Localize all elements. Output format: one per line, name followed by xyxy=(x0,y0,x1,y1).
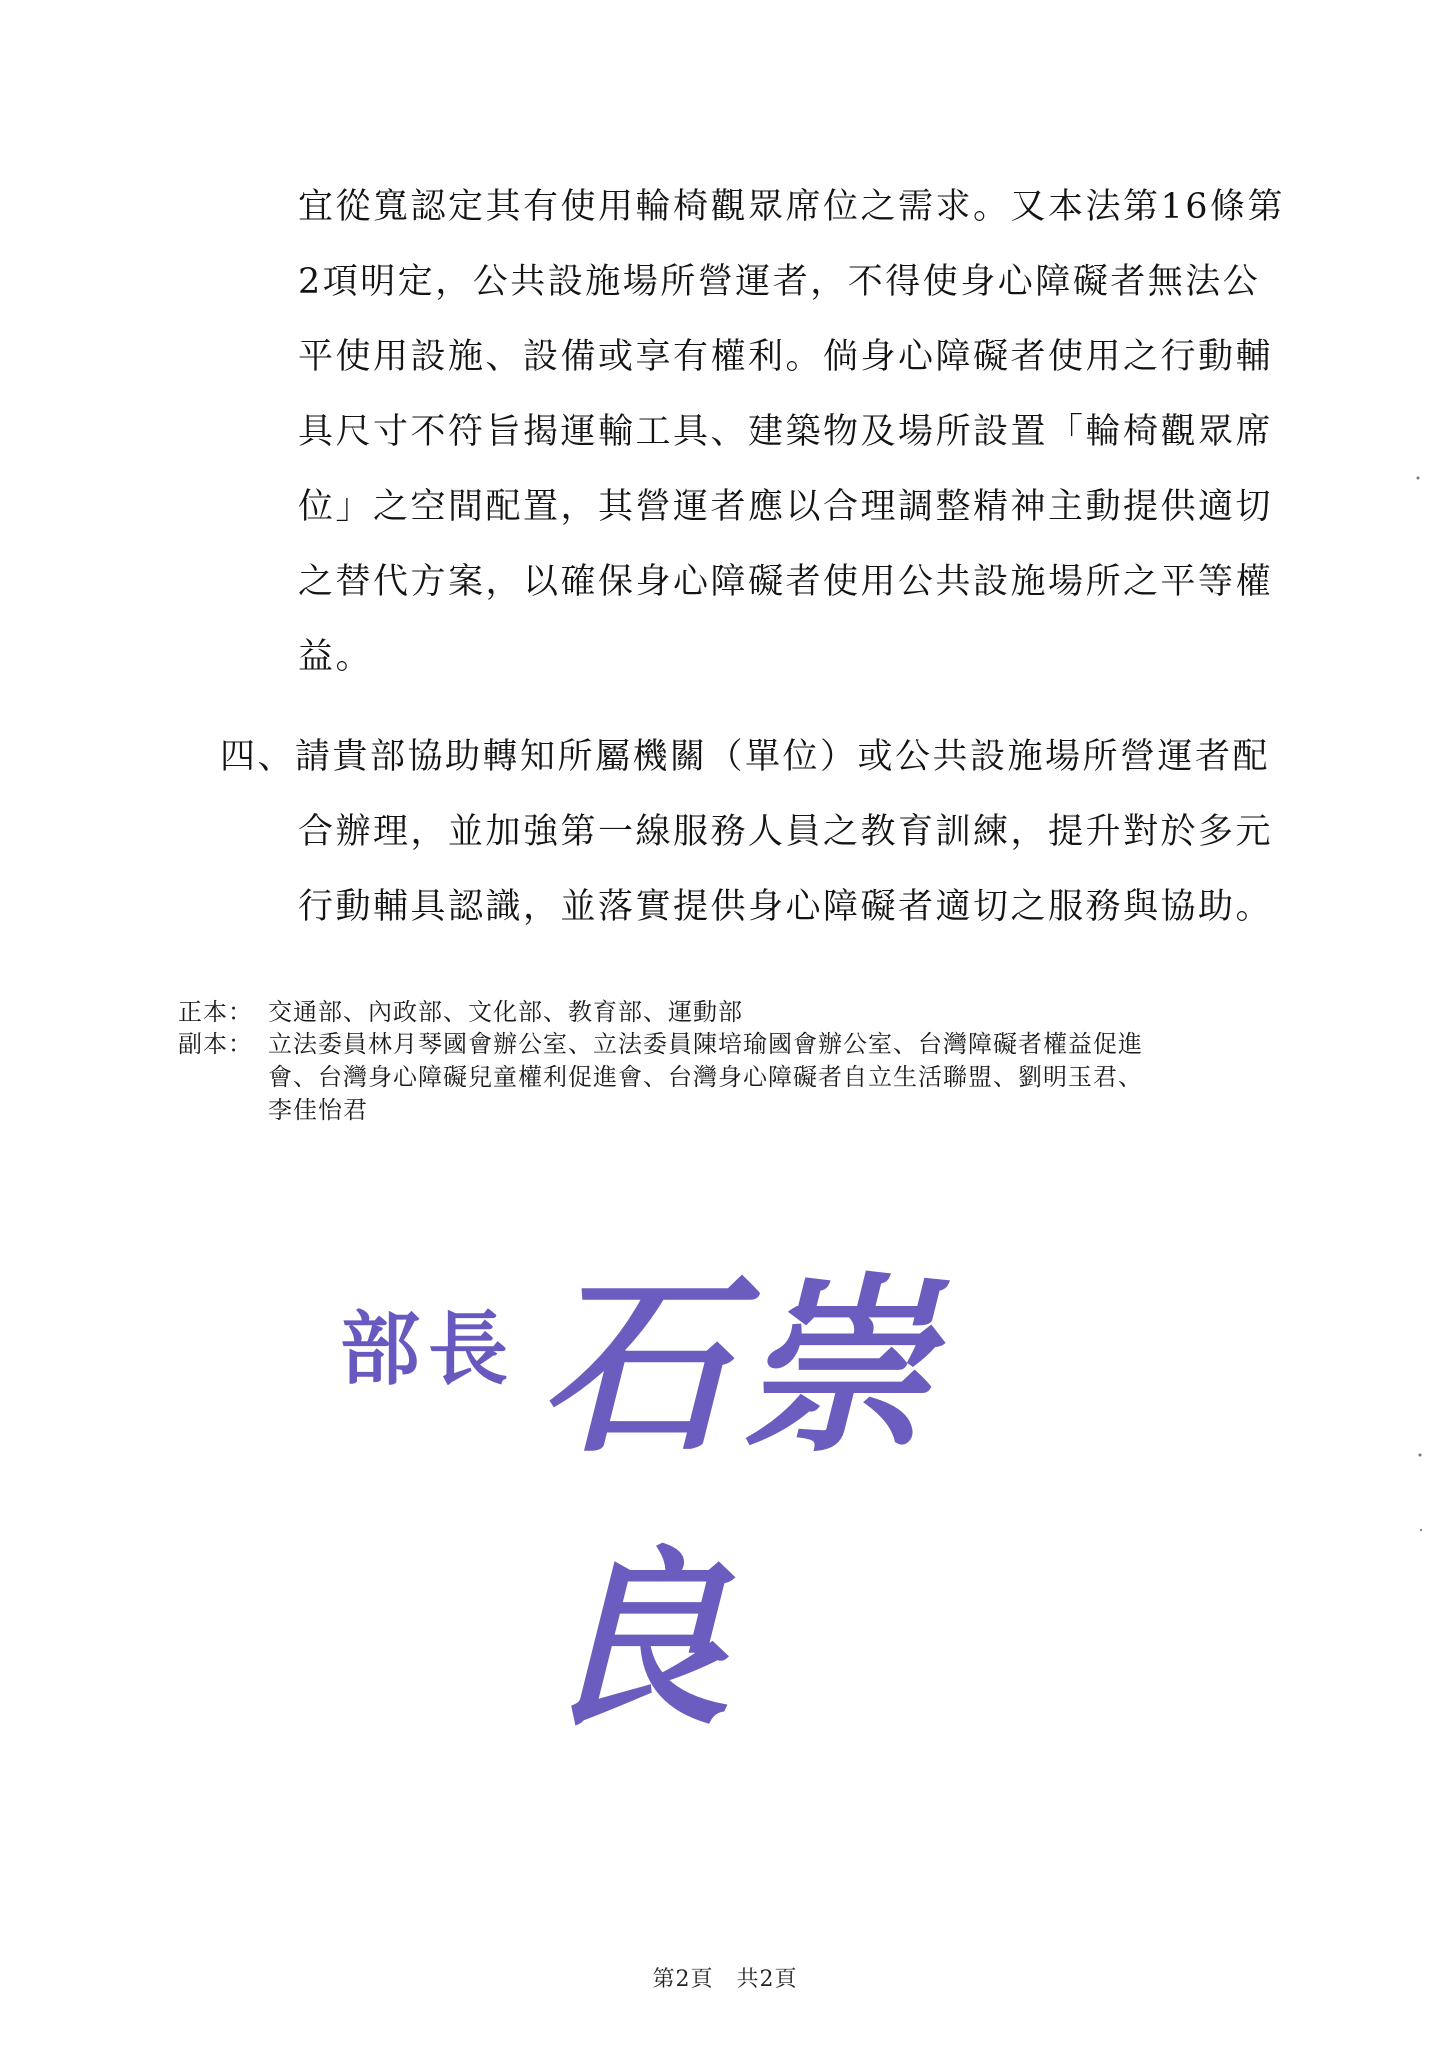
original-recipients: 交通部、內政部、文化部、教育部、運動部 xyxy=(268,998,743,1026)
stamp-title: 部長 xyxy=(340,1302,516,1396)
item-line: 合辦理，並加強第一線服務人員之教育訓練，提升對於多元 xyxy=(298,812,1274,852)
copy-recipients-line: 立法委員林月琴國會辦公室、立法委員陳培瑜國會辦公室、台灣障礙者權益促進 xyxy=(268,1030,1143,1058)
minister-signature-stamp xyxy=(340,1215,1060,1751)
body-line: 具尺寸不符旨揭運輸工具、建築物及場所設置「輪椅觀眾席 xyxy=(298,412,1274,452)
copy-recipients-line: 會、台灣身心障礙兒童權利促進會、台灣身心障礙者自立生活聯盟、劉明玉君、 xyxy=(268,1063,1143,1091)
item-line: 四、請貴部協助轉知所屬機關（單位）或公共設施場所營運者配 xyxy=(220,737,1271,777)
original-label: 正本： xyxy=(178,998,253,1026)
body-line: 位」之空間配置，其營運者應以合理調整精神主動提供適切 xyxy=(298,487,1274,527)
body-line: 2項明定，公共設施場所營運者，不得使身心障礙者無法公 xyxy=(298,262,1261,302)
body-line: 宜從寬認定其有使用輪椅觀眾席位之需求。又本法第16條第 xyxy=(298,187,1286,227)
copy-recipients-line: 李佳怡君 xyxy=(268,1096,368,1124)
body-line: 平使用設施、設備或享有權利。倘身心障礙者使用之行動輔 xyxy=(298,337,1274,377)
body-line: 益。 xyxy=(298,637,374,677)
item-line: 行動輔具認識，並落實提供身心障礙者適切之服務與協助。 xyxy=(298,887,1274,927)
copy-label: 副本： xyxy=(178,1030,253,1058)
page-number: 第2頁 共2頁 xyxy=(652,1967,798,1992)
stamp-name: 石崇良 xyxy=(540,1255,941,1751)
body-line: 之替代方案，以確保身心障礙者使用公共設施場所之平等權 xyxy=(298,562,1274,602)
